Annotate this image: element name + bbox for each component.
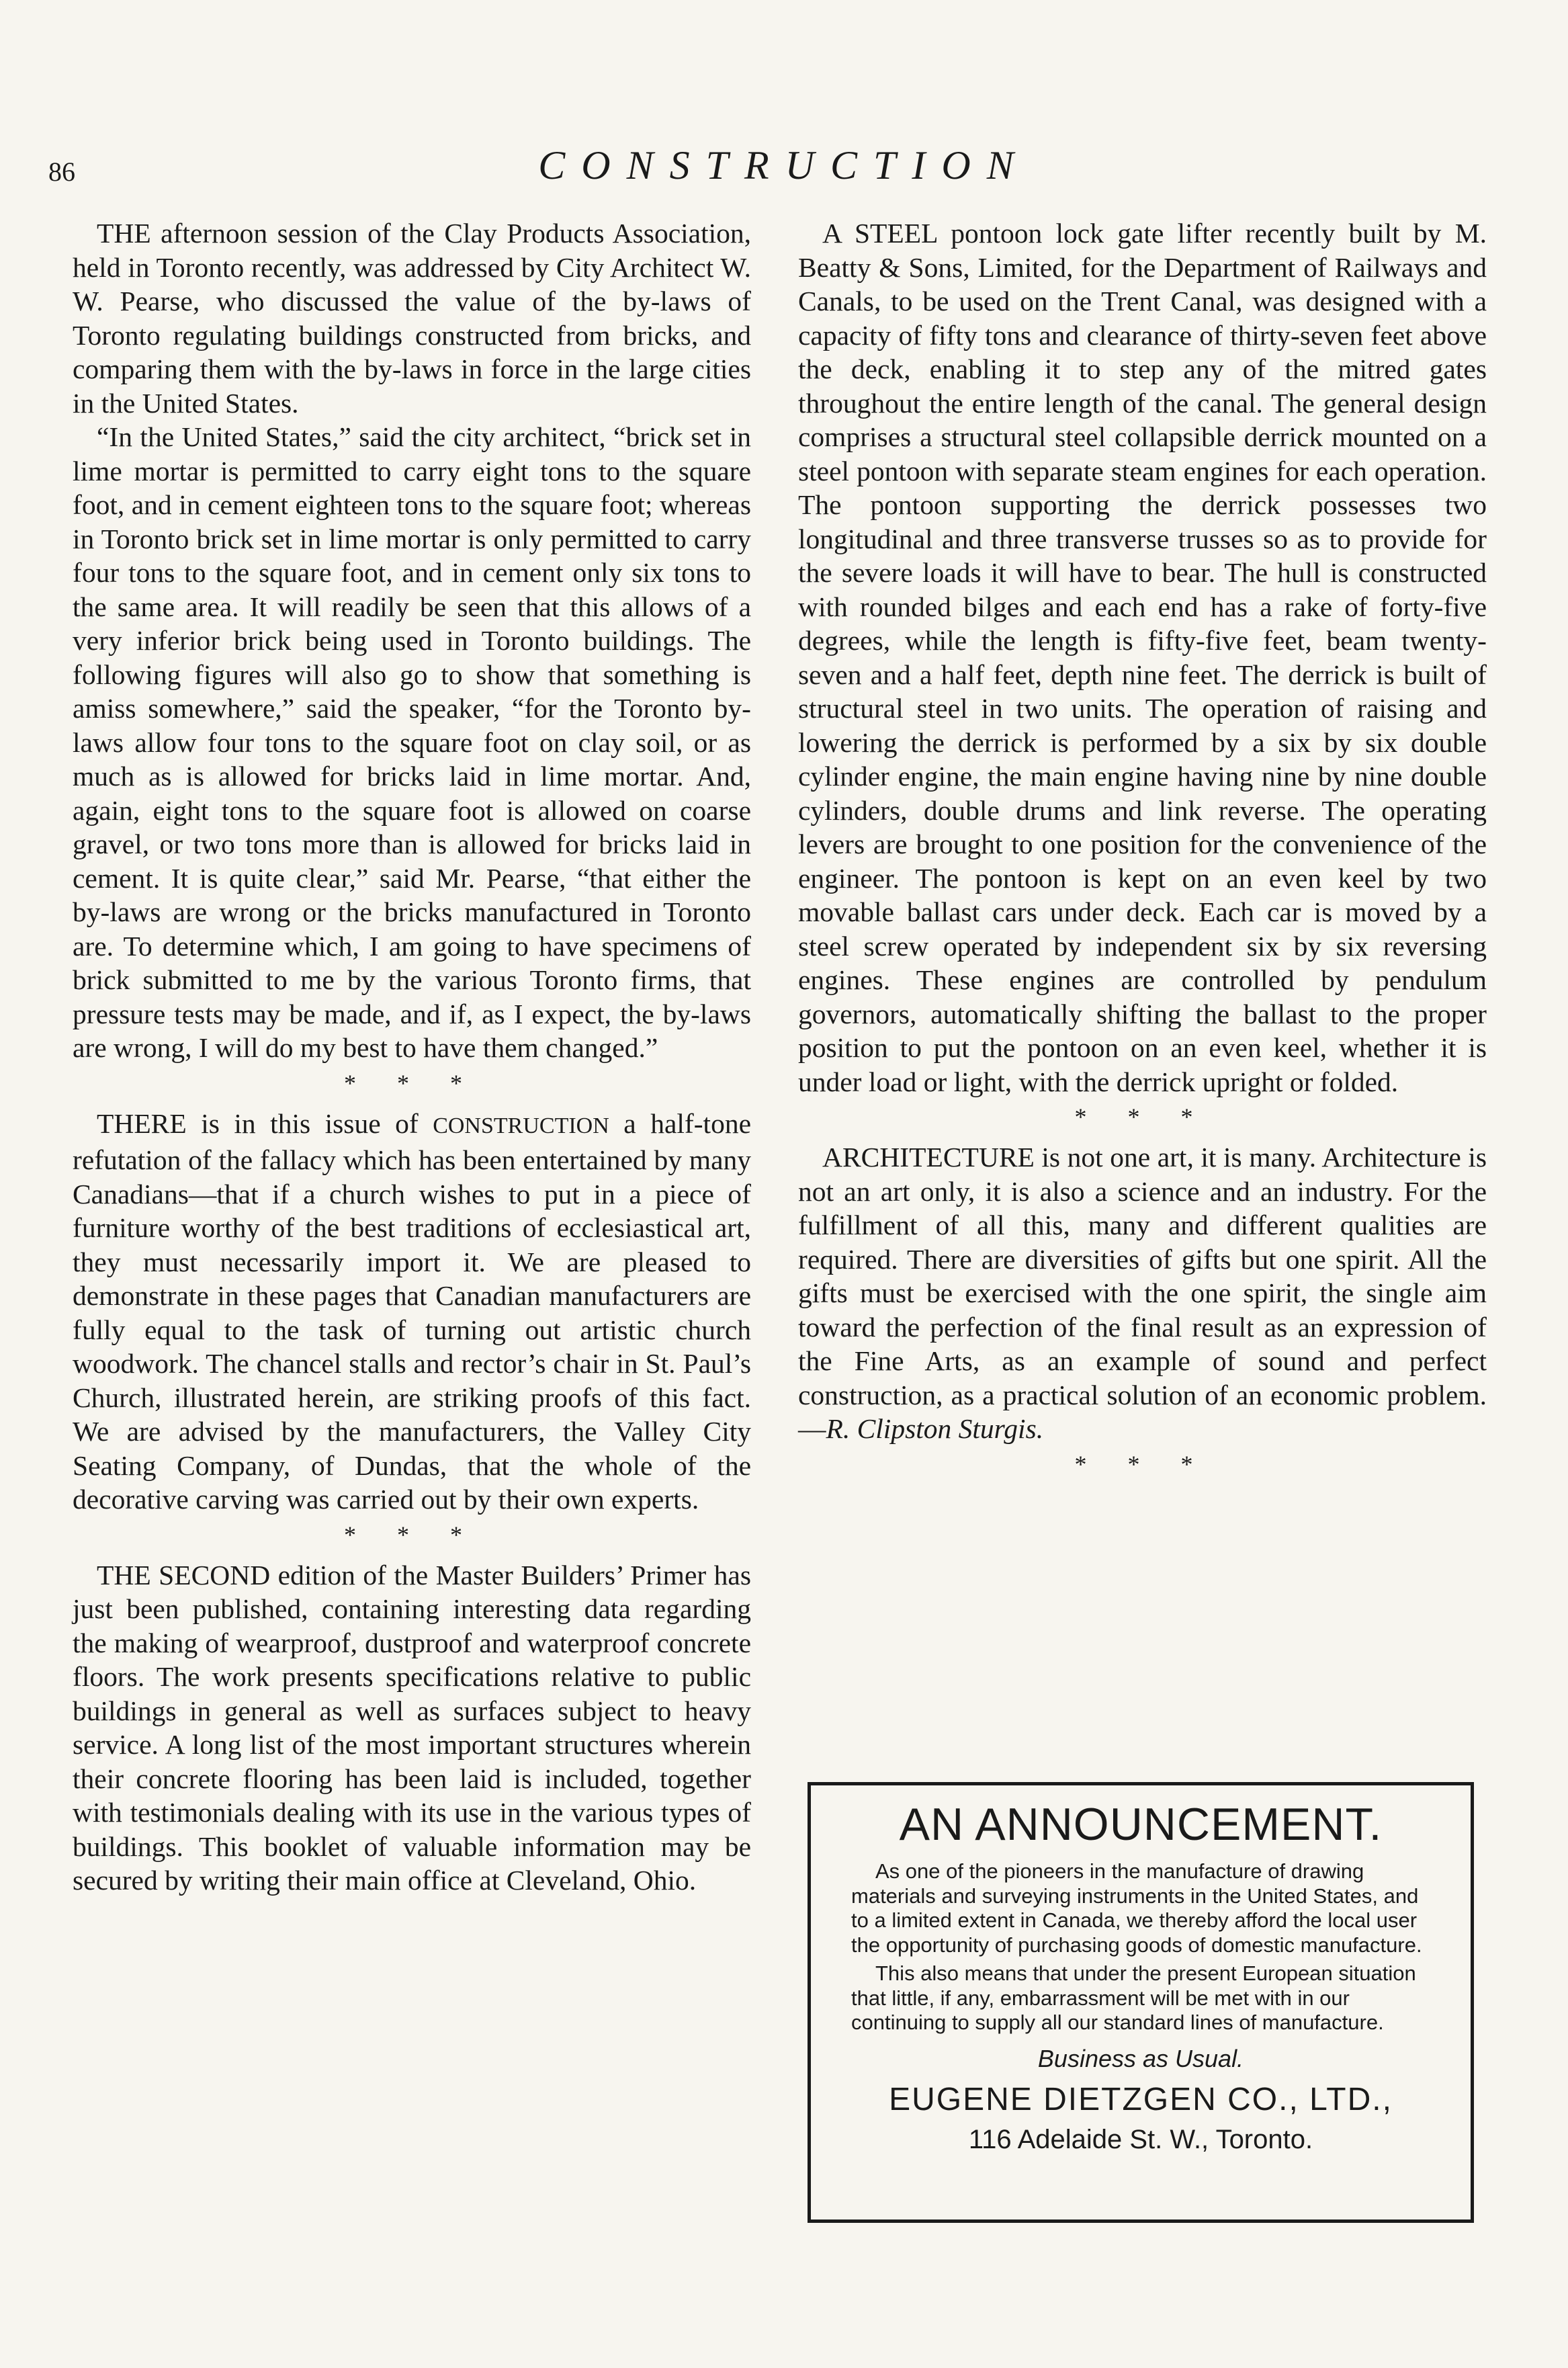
author-signature: R. Clipston Sturgis. <box>826 1413 1044 1444</box>
section-divider: * * * <box>344 1521 480 1548</box>
section-divider: * * * <box>1074 1103 1211 1130</box>
left-column <box>73 216 751 1898</box>
running-head: CONSTRUCTION <box>538 143 1030 187</box>
architecture-text: ARCHITECTURE is not one art, it is many. Architecture is not an art only, it is also a science and an industry. For the fulfillment of all this, many and different qualities are required. There are diversities of gifts but one spirit. All the gifts must be exercised with the one spirit, the single aim toward the perfection of the final result as an expression of the Fine Arts, as an example of sound and perfect construction, as a practical solution of an economic problem.— <box>798 1142 1487 1444</box>
ad-body-european-situation: This also means that under the present European situation that little, if any, embarrassment will be met with in our continuing to supply all our standard lines of manufacture. <box>851 1961 1416 2034</box>
church-woodwork-text-start: THERE is in this issue of <box>97 1107 433 1139</box>
page-number: 86 <box>48 157 75 187</box>
architect-quote-paragraph: “In the United States,” said the city architect, “brick set in lime mortar is permitted to carry eight tons to the square foot, and in cement eighteen tons to the square foot; whereas in Toronto brick set in lime mortar is only permitted to carry four tons to the square foot, and in cement only six tons to the same area. It will readily be seen that this allows of a very inferior brick being used in Toronto buildings. The following figures will also go to show that something is amiss somewhere,” said the speaker, “for the Toronto by-laws allow four tons to the square foot on clay soil, or as much as is allowed for bricks laid in lime mortar. And, again, eight tons to the square foot is allowed on coarse gravel, or two tons more than is allowed for bricks laid in cement. It is quite clear,” said Mr. Pearse, “that either the by-laws are wrong or the bricks manufactured in Toronto are. To determine which, I am going to have specimens of brick submitted to me by the various Toronto firms, that pressure tests may be made, and if, as I expect, the by-laws are wrong, I will do my best to have them changed.” <box>73 421 751 1063</box>
ad-title: AN ANNOUNCEMENT. <box>899 1799 1383 1850</box>
church-woodwork-text-end: a half-tone refutation of the fallacy which has been entertained by many Canadians—that if a church wishes to put in a piece of furniture worthy of the best traditions of ecclesiastical art, they must necessarily import it. We are pleased to demonstrate in these pages that Canadian manufacturers are fully equal to the task of turning out artistic church woodwork. The chancel stalls and rector’s chair in St. Paul’s Church, illustrated herein, are striking proofs of this fact. We are advised by the manufacturers, the Valley City Seating Company, of Dundas, that the whole of the decorative carving was carried out by their own experts. <box>73 1107 751 1515</box>
section-divider: * * * <box>344 1069 480 1097</box>
builders-primer-paragraph: THE SECOND edition of the Master Builders’ Primer has just been published, containing interesting data regarding the making of wearproof, dustproof and waterproof concrete floors. The work presents specifications relative to public buildings in general as well as surfaces subject to heavy service. A long list of the most important structures wherein their concrete flooring has been laid is included, together with testimonials dealing with its use in the various types of buildings. This booklet of valuable information may be secured by writing their main office at Cleveland, Ohio. <box>73 1559 751 1896</box>
dietzgen-advertisement <box>808 1782 1474 2223</box>
ad-body-pioneers: As one of the pioneers in the manufacture of drawing materials and surveying instruments in the United States, and to a limited extent in Canada, we thereby afford the local user the opportunity of purchasing goods of domestic manufacture. <box>851 1859 1422 1957</box>
pontoon-gate-lifter-paragraph: A STEEL pontoon lock gate lifter recently built by M. Beatty & Sons, Limited, for the Department of Railways and Canals, to be used on the Trent Canal, was designed with a capacity of fifty tons and clearance of thirty-seven feet above the deck, enabling it to step any of the mitred gates throughout the entire length of the canal. The general design comprises a structural steel collapsible derrick mounted on a steel pontoon with separate steam engines for each operation. The pontoon supporting the derrick possesses two longitudinal and three transverse trusses so as to provide for the severe loads it will have to bear. The hull is constructed with rounded bilges and each end has a rake of forty-five degrees, while the length is fifty-five feet, beam twenty-seven and a half feet, depth nine feet. The derrick is built of structural steel in two units. The operation of raising and lowering the derrick is performed by a six by six double cylinder engine, the main engine having nine by nine double cylinders, double drums and link reverse. The operating levers are brought to one position for the convenience of the engineer. The pontoon is kept on an even keel by two movable ballast cars under deck. Each car is moved by a steel screw operated by independent six by six reversing engines. These engines are controlled by pendulum governors, automatically shifting the ballast to the proper position to put the pontoon on an even keel, whether it is under load or light, with the derrick upright or folded. <box>798 218 1487 1097</box>
architecture-paragraph <box>798 1140 1487 1446</box>
ad-slogan: Business as Usual. <box>1037 2044 1244 2072</box>
clay-products-paragraph: THE afternoon session of the Clay Products Association, held in Toronto recently, was addressed by City Architect W. W. Pearse, who discussed the value of the by-laws of Toronto regulating buildings constructed from bricks, and comparing them with the by-laws in force in the large cities in the United States. <box>73 218 751 419</box>
ad-company-name: EUGENE DIETZGEN CO., LTD., <box>889 2081 1393 2117</box>
church-woodwork-paragraph <box>73 1107 751 1517</box>
right-column <box>798 216 1487 1488</box>
magazine-name: CONSTRUCTION <box>433 1113 609 1138</box>
ad-address: 116 Adelaide St. W., Toronto. <box>968 2124 1313 2154</box>
section-divider: * * * <box>1074 1450 1211 1478</box>
